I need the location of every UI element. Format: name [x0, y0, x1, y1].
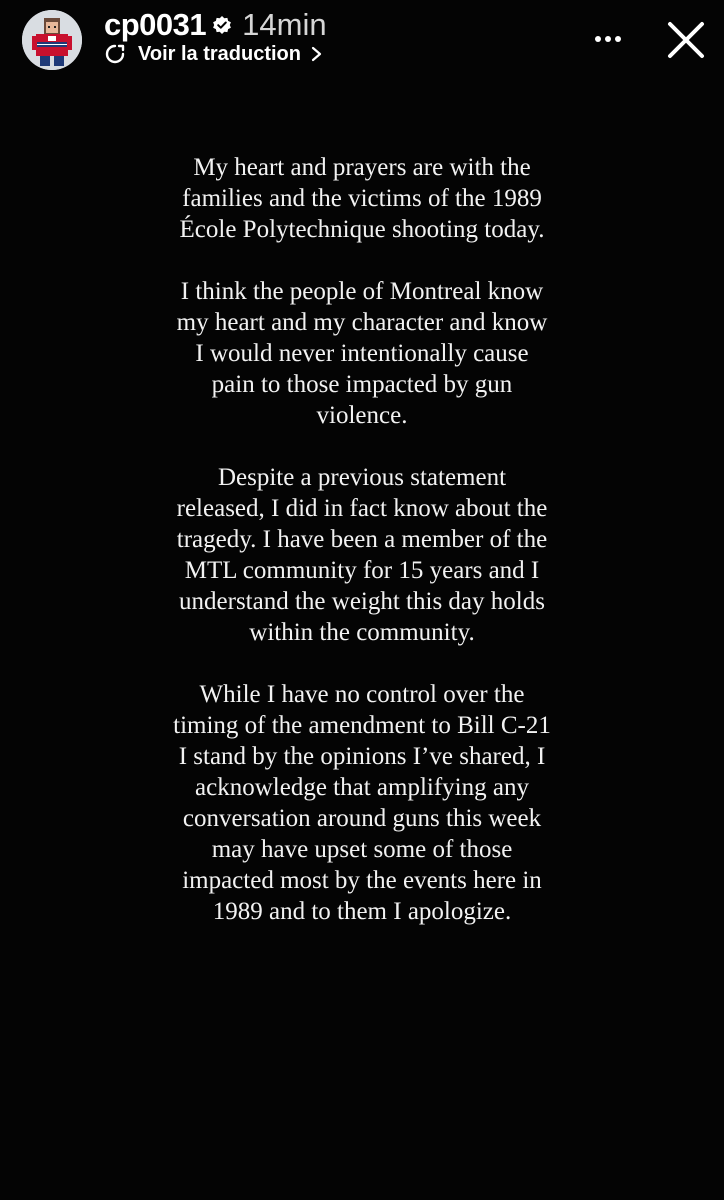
username[interactable]: cp0031	[104, 7, 207, 42]
avatar-image	[22, 10, 82, 70]
username-row	[104, 6, 327, 44]
see-translation-label: Voir la traduction	[138, 42, 301, 65]
post-time: 14min	[242, 7, 327, 42]
story-header	[0, 0, 724, 90]
verified-badge-icon	[212, 15, 232, 35]
story-paragraph: My heart and prayers are with the families and the victims of the 1989 École Polytechnique shooting today.	[179, 154, 545, 243]
translate-icon	[104, 43, 126, 65]
story-paragraph: Despite a previous statement released, I did in fact know about the tragedy. I have been a member of the MTL community for 15 years and I understand the weight this day holds within the community.	[176, 464, 548, 646]
more-options-button[interactable]	[588, 24, 628, 54]
chevron-right-icon	[311, 45, 323, 63]
avatar[interactable]	[22, 10, 82, 70]
story-text	[172, 152, 552, 958]
close-button[interactable]	[662, 16, 710, 64]
story-paragraph: I think the people of Montreal know my heart and my character and know I would never intentionally cause pain to those impacted by gun violence.	[176, 278, 548, 429]
more-horizontal-icon	[588, 24, 628, 54]
story-paragraph: While I have no control over the timing of the amendment to Bill C-21 I stand by the opinions I’ve shared, I acknowledge that amplifying any conversation around guns this week may have upset some of those impacted most by the events here in 1989 and to them I apologize.	[173, 681, 551, 925]
close-icon	[662, 16, 710, 64]
see-translation-button[interactable]	[104, 40, 323, 68]
